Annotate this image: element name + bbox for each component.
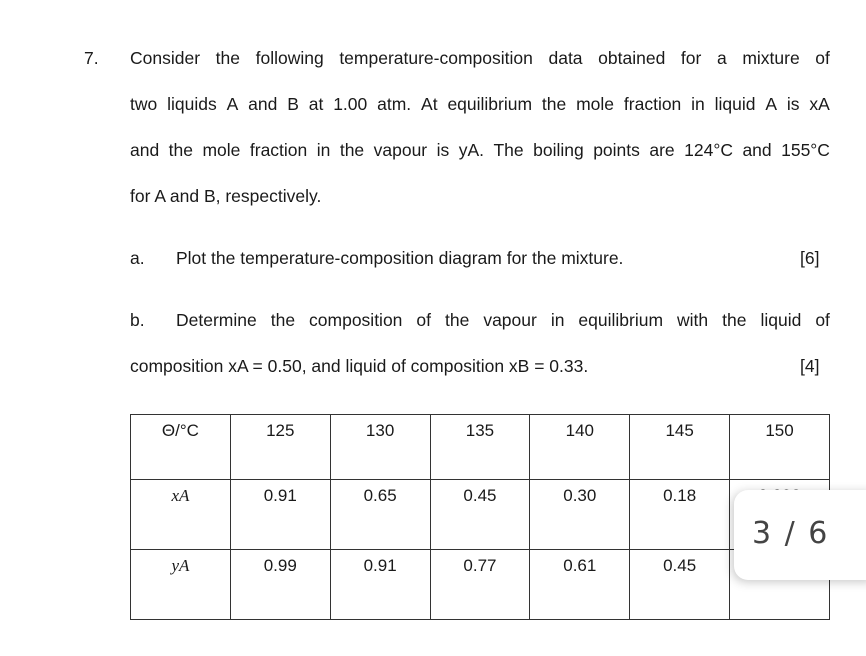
- word: is: [786, 94, 800, 114]
- word: 155°C: [781, 140, 830, 160]
- word: in: [316, 140, 331, 160]
- word: the: [722, 310, 747, 330]
- word: composition: [309, 310, 403, 330]
- word: At: [421, 94, 438, 114]
- word: liquid: [760, 310, 802, 330]
- word: Determine: [176, 310, 257, 330]
- page-indicator: 3 / 6: [752, 516, 830, 551]
- word: mole: [202, 140, 241, 160]
- word: following: [255, 48, 324, 68]
- question-line-2: [130, 94, 830, 115]
- word: of: [815, 310, 830, 330]
- question-number: 7.: [84, 48, 99, 68]
- part-a-text: Plot the temperature-composition diagram for the mixture.: [176, 248, 624, 268]
- word: yA.: [458, 140, 485, 160]
- part-b-label: b.: [130, 310, 145, 330]
- data-table: [130, 414, 830, 620]
- table-cell: 0.61: [530, 550, 630, 620]
- table-row: [131, 550, 830, 620]
- question-line-3: [130, 140, 830, 161]
- word: vapour: [483, 310, 537, 330]
- word: A: [765, 94, 778, 114]
- word: data: [548, 48, 583, 68]
- table-cell: 0.45: [430, 480, 530, 550]
- part-b-marks: [4]: [800, 356, 820, 376]
- word: vapour: [373, 140, 428, 160]
- word: A: [226, 94, 239, 114]
- word: liquid: [714, 94, 756, 114]
- table-cell: 0.30: [530, 480, 630, 550]
- part-a-label: a.: [130, 248, 145, 268]
- word: and: [248, 94, 278, 114]
- word: the: [215, 48, 240, 68]
- word: the: [541, 94, 567, 114]
- word: The: [493, 140, 524, 160]
- word: are: [649, 140, 675, 160]
- word: of: [416, 310, 432, 330]
- word: 1.00: [333, 94, 368, 114]
- word: points: [593, 140, 640, 160]
- word: temperature-composition: [339, 48, 533, 68]
- table-cell: 0.45: [630, 550, 730, 620]
- word: boiling: [533, 140, 584, 160]
- word: is: [436, 140, 450, 160]
- word: Consider: [130, 48, 201, 68]
- table-cell: 0.91: [230, 480, 330, 550]
- row-header-xa: xA: [131, 480, 231, 550]
- word: fraction: [623, 94, 682, 114]
- part-b-line-2: composition xA = 0.50, and liquid of composition xB = 0.33.: [130, 356, 589, 376]
- word: two: [130, 94, 158, 114]
- part-a-marks: [6]: [800, 248, 820, 268]
- word: liquids: [167, 94, 217, 114]
- table-cell: 0.65: [330, 480, 430, 550]
- row-header-ya: yA: [131, 550, 231, 620]
- table-cell: 0.18: [630, 480, 730, 550]
- table-cell: 125: [230, 415, 330, 480]
- table-cell: 150: [730, 415, 830, 480]
- word: the: [168, 140, 193, 160]
- word: in: [550, 310, 565, 330]
- table-cell: 140: [530, 415, 630, 480]
- table-row: [131, 480, 830, 550]
- table-cell: 145: [630, 415, 730, 480]
- word: the: [445, 310, 470, 330]
- table-cell: 0.77: [430, 550, 530, 620]
- table-cell: 135: [430, 415, 530, 480]
- word: in: [691, 94, 705, 114]
- word: equilibrium: [447, 94, 533, 114]
- table-cell: 0.99: [230, 550, 330, 620]
- part-b-line-1: [176, 310, 830, 331]
- word: the: [339, 140, 365, 160]
- word: fraction: [249, 140, 308, 160]
- word: 124°C: [684, 140, 733, 160]
- question-line-1: [130, 48, 830, 69]
- word: at: [308, 94, 324, 114]
- table-cell: 130: [330, 415, 430, 480]
- word: a: [716, 48, 727, 68]
- row-header-temperature: Θ/°C: [131, 415, 231, 480]
- word: mole: [576, 94, 615, 114]
- word: obtained: [598, 48, 666, 68]
- word: the: [270, 310, 296, 330]
- word: and: [130, 140, 160, 160]
- table-cell: 0.91: [330, 550, 430, 620]
- word: B: [287, 94, 299, 114]
- word: of: [815, 48, 830, 68]
- word: and: [742, 140, 772, 160]
- word: equilibrium: [578, 310, 664, 330]
- word: for: [680, 48, 702, 68]
- table-row: [131, 415, 830, 480]
- word: xA: [809, 94, 830, 114]
- question-line-4: for A and B, respectively.: [130, 186, 322, 206]
- word: mixture: [742, 48, 800, 68]
- word: with: [677, 310, 709, 330]
- word: atm.: [377, 94, 412, 114]
